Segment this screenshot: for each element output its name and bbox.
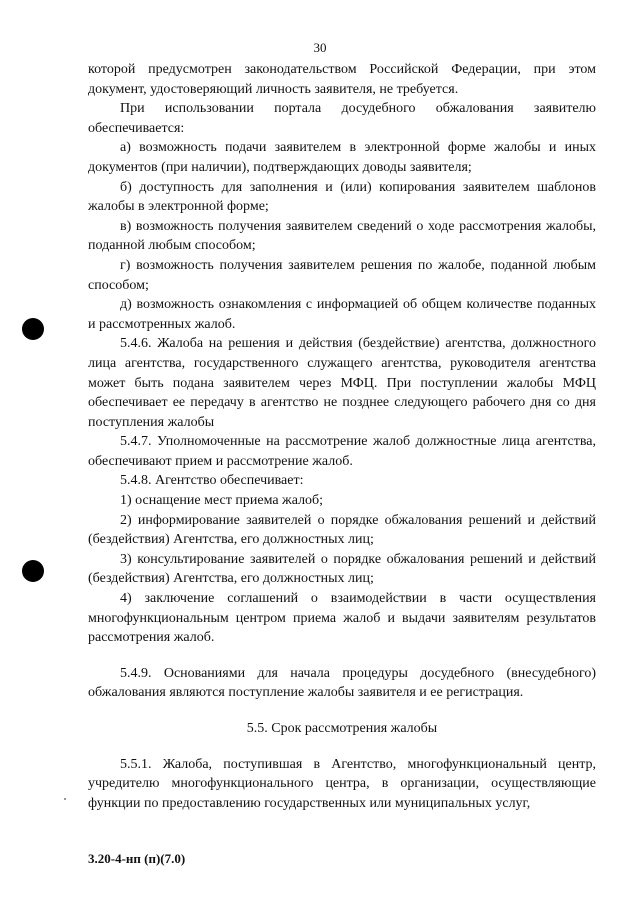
list-item: 3) консультирование заявителей о порядке обжалования решений и действий (бездействия) Агентства, его должностных лиц; (88, 551, 596, 587)
paragraph-5-4-8: 5.4.8. Агентство обеспечивает: (120, 473, 304, 489)
paragraph: которой предусмотрен законодательством Российской Федерации, при этом документ, удостоверяющий личность заявителя, не требуется. (88, 62, 596, 97)
spacer (88, 739, 596, 755)
paragraph-5-5-1: 5.5.1. Жалоба, поступившая в Агентство, многофункциональный центр, учредителю многофункционального центра, в организации, осуществляющие функции по предоставлению государственных или муниципальных услуг, (88, 756, 596, 811)
punch-hole-mark (22, 318, 44, 340)
scan-speck (64, 798, 66, 800)
spacer (88, 703, 596, 719)
list-item: 4) заключение соглашений о взаимодействии в части осуществления многофункциональным центром приема жалоб и выдачи заявителям результатов рассмотрения жалоб. (88, 591, 596, 646)
document-body (88, 60, 596, 813)
paragraph-5-4-6: 5.4.6. Жалоба на решения и действия (бездействие) агентства, должностного лица агентства, государственного служащего агентства, руководителя агентства может быть подана заявителем через МФЦ. При поступлении жалобы МФЦ обеспечивает ее передачу в агентство не позднее следующего рабочего дня со дня поступления жалобы (88, 336, 596, 430)
list-item: 2) информирование заявителей о порядке обжалования решений и действий (бездействия) Агентства, его должностных лиц; (88, 512, 596, 548)
list-item: 1) оснащение мест приема жалоб; (120, 493, 324, 509)
paragraph-5-4-7: 5.4.7. Уполномоченные на рассмотрение жалоб должностные лица агентства, обеспечивают прием и рассмотрение жалоб. (88, 434, 596, 469)
spacer (88, 648, 596, 664)
list-item: г) возможность получения заявителем решения по жалобе, поданной любым способом; (88, 257, 596, 293)
page-number: 30 (313, 40, 327, 55)
document-code-footer: 3.20-4-нп (п)(7.0) (88, 851, 186, 866)
punch-hole-mark (22, 560, 44, 582)
list-item: в) возможность получения заявителем сведений о ходе рассмотрения жалобы, поданной любым способом; (88, 218, 596, 254)
list-item: б) доступность для заполнения и (или) копирования заявителем шаблонов жалобы в электронной форме; (88, 179, 596, 215)
paragraph: При использовании портала досудебного обжалования заявителю обеспечивается: (88, 101, 596, 136)
list-item: д) возможность ознакомления с информацией об общем количестве поданных и рассмотренных жалоб. (88, 297, 596, 332)
list-item: а) возможность подачи заявителем в электронной форме жалобы и иных документов (при наличии), подтверждающих доводы заявителя; (88, 140, 596, 175)
paragraph-5-4-9: 5.4.9. Основаниями для начала процедуры досудебного (внесудебного) обжалования являются поступление жалобы заявителя и ее регистрация. (88, 665, 596, 701)
section-heading: 5.5. Срок рассмотрения жалобы (246, 721, 438, 736)
